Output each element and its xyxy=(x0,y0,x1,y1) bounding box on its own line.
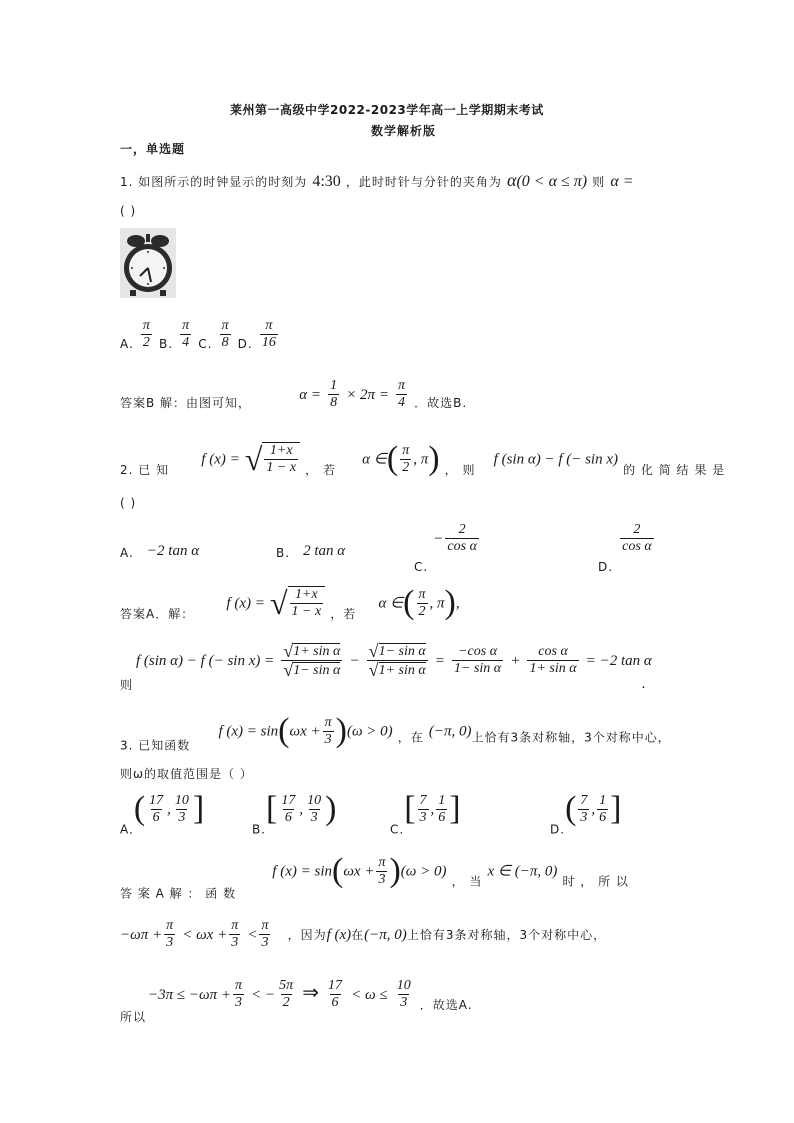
q1-answer-prefix: 答案B 解：由图可知， xyxy=(120,396,252,410)
q1-cond: (0 < α ≤ π) xyxy=(516,173,588,190)
q2-option-d-den: cos α xyxy=(622,539,652,554)
q1-option-c-label[interactable]: C. xyxy=(198,337,213,351)
q1-option-b[interactable] xyxy=(180,318,191,351)
q1-answer-frac1 xyxy=(328,378,339,411)
q2-sqrt: √ $\frac{1+x}{1 - x}$ xyxy=(245,442,300,476)
q3-ineq-f3-num: π xyxy=(261,918,269,933)
q1-option-a-den: 2 xyxy=(142,335,150,350)
q3-answer-time: 时 ， 所 以 xyxy=(562,874,629,889)
q1-option-d-label[interactable]: D. xyxy=(237,337,253,351)
q2-derivation-frac1: √ 1+ sin α √ 1− sin α xyxy=(283,641,341,680)
q3-chain-f4-den: 3 xyxy=(400,995,408,1010)
q2-then-label: 则 xyxy=(120,678,134,692)
q3-chain-f2-den: 2 xyxy=(282,995,290,1010)
q2-then: ， 则 xyxy=(444,463,476,477)
q3-interval2: (−π, 0) xyxy=(364,927,407,943)
q2-answer-alpha-in: α ∈ xyxy=(378,595,404,612)
q3-ineq-left: −ωπ + xyxy=(120,927,163,943)
q1-option-b-num: π xyxy=(182,318,190,333)
q1-option-d-den: 16 xyxy=(261,335,276,350)
q3-suffix2: 上恰有3条对称轴，3个对称中心， xyxy=(406,928,607,942)
q3-because: ，因为 xyxy=(287,928,327,942)
q3-answer-frac-num: π xyxy=(378,854,386,870)
q3-chain-f3-den: 6 xyxy=(331,995,339,1010)
q3-option-b[interactable]: $_{B.}$[ $\frac{17}{6}$ , $\frac{10}{3}$ ) xyxy=(252,790,337,837)
q3-b-d1: 6 xyxy=(284,809,292,825)
q2-option-c-minus: − xyxy=(433,531,444,547)
q3-wx: ωx + xyxy=(289,723,321,740)
q2-d2-den: 1+ sin α xyxy=(378,662,426,678)
q2-alpha-in: α ∈ xyxy=(362,451,387,468)
q1-answer xyxy=(120,378,467,411)
q1-option-c-num: π xyxy=(221,318,229,333)
q3-chain-f4-num: 10 xyxy=(396,978,411,993)
q2-derivation-plus: + xyxy=(510,653,521,669)
q1-prefix: 1. 如图所示的时钟显示的时刻为 xyxy=(120,175,308,189)
q3-answer-frac-den: 3 xyxy=(378,871,386,887)
q3-interval: (−π, 0) xyxy=(428,723,472,740)
q3-option-d-label: D. xyxy=(550,822,566,837)
q2-answer-prefix: 答案A．解： xyxy=(120,607,195,621)
q3-chain-lt-w: < ω ≤ xyxy=(351,987,388,1003)
q2-option-d-num: 2 xyxy=(633,522,641,537)
q3-fx-short: f (x) xyxy=(326,927,352,943)
q3-line2: 则ω的取值范围是（ ） xyxy=(120,767,253,781)
q3-fx: f (x) = sin xyxy=(218,723,279,740)
q2-option-d[interactable] xyxy=(598,522,656,574)
q2-derivation xyxy=(136,642,652,679)
q3-answer-cond: (ω > 0) xyxy=(400,863,447,880)
q1-option-c[interactable] xyxy=(220,318,231,351)
q2-answer-interval-frac xyxy=(417,587,428,620)
q2-interval-den: 2 xyxy=(402,459,410,475)
q1-option-b-label[interactable]: B. xyxy=(159,337,174,351)
q2-answer-if: ，若 xyxy=(330,607,357,621)
q3-chain-left: −3π ≤ −ωπ + xyxy=(148,987,231,1003)
q2-answer-sqrt-den: 1 − x xyxy=(291,604,322,619)
q3-inequality xyxy=(120,918,606,951)
q1-alpha: α xyxy=(507,170,517,190)
q3-ineq-mid: < ωx + xyxy=(182,927,228,943)
q1-answer-suffix: ．故选B. xyxy=(414,396,468,410)
q2-fx: f (x) = xyxy=(201,451,240,468)
q2-option-d-label: D. xyxy=(598,560,614,574)
q2-derivation-eq: = xyxy=(434,653,445,669)
q3-in: ，在 xyxy=(397,730,424,745)
q3-chain-f3-num: 17 xyxy=(328,978,343,993)
q3-chain-mid: < − xyxy=(251,987,276,1003)
q1-time: 4:30 xyxy=(312,173,341,190)
q2-answer-sqrt: √ $\frac{1+x}{1 - x}$ xyxy=(270,586,325,620)
q2-d1-den: 1− sin α xyxy=(293,662,341,678)
q2-option-d-frac xyxy=(620,522,654,555)
q1-answer-frac2 xyxy=(396,378,407,411)
q3-chain xyxy=(148,978,473,1013)
q2-derivation-frac2: √ 1− sin α √ 1+ sin α xyxy=(368,641,426,680)
q3-ineq-f2-den: 3 xyxy=(231,935,239,950)
q2-derivation-result: = −2 tan α xyxy=(585,653,652,669)
q2-answer-fx: f (x) = xyxy=(226,595,265,612)
q3-answer-when: ， 当 xyxy=(451,874,483,889)
q2-suffix: 的 化 简 结 果 是 xyxy=(623,463,726,477)
page-title: 莱州第一高级中学2022-2023学年高一上学期期末考试 xyxy=(230,103,544,117)
q3-answer-prefix: 答 案 A 解 ： 函 数 xyxy=(120,886,237,901)
q2-derivation-left: f (sin α) − f (− sin x) = xyxy=(136,653,275,669)
q2-option-c-den: cos α xyxy=(447,539,477,554)
section-heading: 一，单选题 xyxy=(120,142,186,156)
q3-ineq-f1-num: π xyxy=(166,918,174,933)
q1-options xyxy=(120,318,280,351)
q3-so: 所以 xyxy=(120,1010,147,1024)
q3-option-c-label: C. xyxy=(390,822,405,837)
q2-derivation-frac4 xyxy=(527,644,578,677)
q1-option-d-num: π xyxy=(265,318,273,333)
q3-frac-den: 3 xyxy=(324,731,332,747)
q1-option-a[interactable] xyxy=(141,318,152,351)
q2-prefix: 2. 已 知 xyxy=(120,463,170,477)
q2-blank: ( ) xyxy=(120,496,137,510)
page-subtitle: 数学解析版 xyxy=(371,124,437,138)
q1-answer-frac1-den: 8 xyxy=(330,395,338,410)
q2-answer: 答案A．解： f (x) = √ $\frac{1+x}{1 - x}$ ，若 α ∈( $\frac{\pi}{2}$ , π), xyxy=(120,584,460,621)
q2-if: ， 若 xyxy=(305,463,336,477)
q2-option-a-label: A. xyxy=(120,546,134,560)
q2-option-c-num: 2 xyxy=(458,522,466,537)
q3-suffix: 上恰有3条对称轴，3个对称中心， xyxy=(471,730,671,745)
q3-ineq-f1-den: 3 xyxy=(166,935,174,950)
q3-d-d2: 6 xyxy=(599,809,607,825)
q2-answer-interval-den: 2 xyxy=(418,603,426,619)
q3-answer-fx: f (x) = sin xyxy=(272,863,332,880)
q1-tail: α = xyxy=(610,173,634,190)
q3-d-d1: 3 xyxy=(580,809,588,825)
q3-b-n1: 17 xyxy=(281,792,296,808)
q1-option-a-num: π xyxy=(142,318,150,333)
q1-mid: ，此时时针与分针的夹角为 xyxy=(345,175,502,189)
q2-interval-end: , π xyxy=(413,451,429,468)
q3-d-n1: 7 xyxy=(580,792,588,808)
q3-option-d[interactable]: $_{D.}$( $\frac{7}{3}$ , $\frac{1}{6}$ ] xyxy=(550,790,622,837)
alarm-clock-icon xyxy=(120,228,176,298)
q1-answer-alpha: α = xyxy=(299,387,321,403)
q3-prefix: 3. 已知函数 xyxy=(120,738,191,753)
q1-blank: ( ) xyxy=(120,204,137,218)
q3-chain-f2-num: 5π xyxy=(279,978,294,993)
q2-d3-den: 1− sin α xyxy=(454,661,502,676)
q2-expr: f (sin α) − f (− sin x) xyxy=(493,451,619,468)
q1-answer-frac2-num: π xyxy=(398,378,406,393)
q3-frac xyxy=(323,715,334,748)
q1-option-b-den: 4 xyxy=(182,335,190,350)
q2-interval-frac xyxy=(400,443,411,476)
q2-d1-num: 1+ sin α xyxy=(293,643,341,659)
q2-derivation-frac3 xyxy=(452,644,503,677)
q2-answer-end: , xyxy=(455,595,460,612)
q2-answer-interval-num: π xyxy=(418,586,426,602)
q3-option-c[interactable]: $_{C.}$[ $\frac{7}{3}$ , $\frac{1}{6}$ ] xyxy=(390,790,461,837)
question-3: $_{3. 已知函数}$ f (x) = sin(ωx + $\frac{\pi}{3}$ )(ω > 0) $_{,在}$ (−π, $0)_{上恰有3条对称轴,3个对称中心,}$ xyxy=(120,712,671,753)
q2-interval-num: π xyxy=(402,442,410,458)
q3-a-n2: 10 xyxy=(174,792,189,808)
q1-answer-times: × 2π = xyxy=(346,387,389,403)
q3-answer-wx: ωx + xyxy=(343,863,375,880)
q3-b-n2: 10 xyxy=(307,792,322,808)
q3-chain-f1-num: π xyxy=(234,978,242,993)
q2-option-b-label: B. xyxy=(276,546,291,560)
q3-chain-f1-den: 3 xyxy=(234,995,242,1010)
q2-option-a[interactable] xyxy=(120,540,199,560)
q1-option-a-label[interactable]: A. xyxy=(120,337,134,351)
q3-ineq-f3-den: 3 xyxy=(261,935,269,950)
q3-c-d1: 3 xyxy=(419,809,427,825)
q3-c-n1: 7 xyxy=(419,792,427,808)
q2-option-b[interactable] xyxy=(276,540,345,560)
question-2: 2. 已 知 f (x) = √ $\frac{1+x}{1 - x}$ ， 若 α ∈( $\frac{\pi}{2}$ , π) ， 则 f (sin α) − f (− sin x) 的 化 简 结 果 是 xyxy=(120,440,726,477)
q3-answer-x-in: x ∈ (−π, 0) xyxy=(487,863,558,880)
q2-option-b-value: 2 tan α xyxy=(303,543,346,559)
q2-d4-den: 1+ sin α xyxy=(529,661,577,676)
q2-option-c-label: C. xyxy=(414,560,429,574)
q3-a-d1: 6 xyxy=(152,809,160,825)
q3-c-n2: 1 xyxy=(438,792,446,808)
q3-b-d2: 3 xyxy=(310,809,318,825)
q2-derivation-minus: − xyxy=(349,653,360,669)
q3-cond: (ω > 0) xyxy=(346,723,393,740)
q1-option-c-den: 8 xyxy=(221,335,229,350)
q3-in2: 在 xyxy=(351,928,365,942)
q2-option-a-value: −2 tan α xyxy=(146,543,200,559)
q3-chain-implies: ⇒ xyxy=(302,982,319,1004)
q2-option-c[interactable] xyxy=(414,522,481,574)
q3-chain-end: ．故选A. xyxy=(419,998,473,1012)
q2-answer-sqrt-num: 1+x xyxy=(295,587,318,602)
q2-sqrt-num: 1+x xyxy=(269,443,293,458)
q3-option-a[interactable]: $_{A.}$( $\frac{17}{6}$ , $\frac{10}{3}$ ] xyxy=(120,790,205,837)
q1-answer-frac2-den: 4 xyxy=(398,395,406,410)
q1-option-d[interactable] xyxy=(260,318,278,351)
q3-answer: $_{答 案 A 解 : 函 数}$ f (x) = sin(ωx + $\frac{\pi}{3}$ )(ω > 0) $_{, 当}$ x ∈ (−π, 0) $_{时 , 所 以}$ xyxy=(120,852,629,901)
q2-d3-num: −cos α xyxy=(458,644,498,659)
q2-option-c-frac xyxy=(445,522,479,555)
q3-a-d2: 3 xyxy=(178,809,186,825)
q3-option-b-label: B. xyxy=(252,822,267,837)
q2-derivation-dot: . xyxy=(642,676,646,692)
q1-suffix: 则 xyxy=(592,175,606,189)
q2-answer-interval-end: , π xyxy=(429,595,445,612)
q3-option-a-label: A. xyxy=(120,822,134,837)
q2-d4-num: cos α xyxy=(538,644,568,659)
question-1 xyxy=(120,170,634,191)
q3-frac-num: π xyxy=(324,714,332,730)
q3-ineq-f2-num: π xyxy=(231,918,239,933)
q2-sqrt-den: 1 − x xyxy=(266,460,297,475)
q3-d-n2: 1 xyxy=(599,792,607,808)
q2-d2-num: 1− sin α xyxy=(378,643,426,659)
q3-ineq-lt: < xyxy=(247,927,258,943)
q3-a-n1: 17 xyxy=(149,792,164,808)
q3-c-d2: 6 xyxy=(438,809,446,825)
q1-answer-frac1-num: 1 xyxy=(330,378,338,393)
